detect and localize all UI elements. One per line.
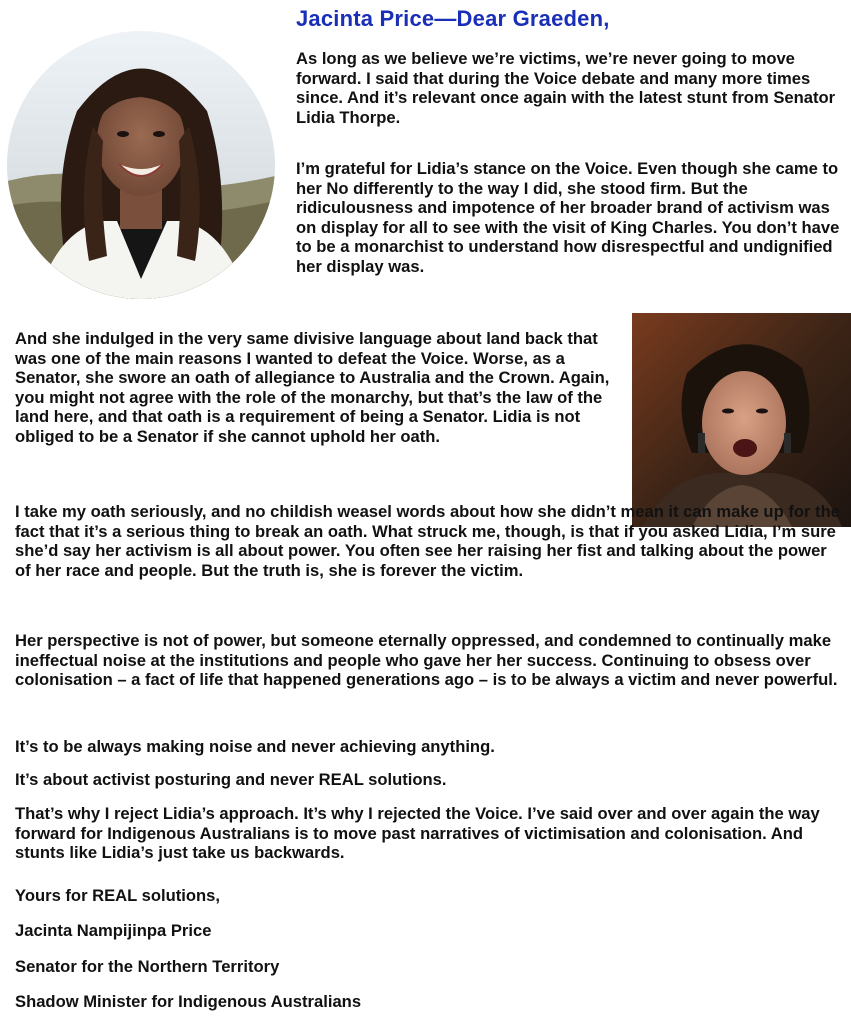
- paragraph-4: I take my oath seriously, and no childish weasel words about how she didn’t mean it can make up for the fact that it’s a serious thing to break an oath. What struck me, though, is that if you asked Lidia, I’m sure she’d say her activism is all about power. You often see her raising her fist and talking about the power of her race and people. But the truth is, she is forever the victim.: [15, 502, 840, 580]
- paragraph-3: And she indulged in the very same divisive language about land back that was one of the main reasons I wanted to defeat the Voice. Worse, as a Senator, she swore an oath of allegiance to Australia and the Crown. Again, you might not agree with the role of the monarchy, but that’s the law of the land here, and that oath is a requirement of being a Senator. Lidia is not obliged to be a Senator if she cannot uphold her oath.: [15, 329, 610, 446]
- paragraph-8: That’s why I reject Lidia’s approach. It’s why I rejected the Voice. I’ve said over and over again the way forward for Indigenous Australians is to move past narratives of victimisation and colonisation. And stunts like Lidia’s just take us backwards.: [15, 804, 820, 863]
- sign-off: Yours for REAL solutions,: [15, 886, 220, 905]
- paragraph-2: I’m grateful for Lidia’s stance on the Voice. Even though she came to her No differently to the way I did, she stood firm. But the ridiculousness and impotence of her broader brand of activism was on display for all to see with the visit of King Charles. You don’t have to be a monarchist to understand how disrespectful and undignified her display was.: [296, 159, 840, 276]
- paragraph-5: Her perspective is not of power, but someone eternally oppressed, and condemned to continually make ineffectual noise at the institutions and people who gave her her success. Continuing to obsess over colonisation – a fact of life that happened generations ago – is to be always a victim and never powerful.: [15, 631, 838, 690]
- signature-title-senator: Senator for the Northern Territory: [15, 957, 280, 976]
- letter-title: Jacinta Price—Dear Graeden,: [296, 6, 610, 31]
- paragraph-1: As long as we believe we’re victims, we’re never going to move forward. I said that during the Voice debate and many more times since. And it’s relevant once again with the latest stunt from Senator Lidia Thorpe.: [296, 49, 836, 127]
- lidia-thorpe-photo: [632, 313, 851, 527]
- signature-name: Jacinta Nampijinpa Price: [15, 921, 212, 940]
- signature-title-shadow-minister: Shadow Minister for Indigenous Australians: [15, 992, 362, 1011]
- jacinta-price-portrait: [7, 31, 275, 299]
- paragraph-6: It’s to be always making noise and never achieving anything.: [15, 737, 495, 756]
- paragraph-7: It’s about activist posturing and never REAL solutions.: [15, 770, 447, 789]
